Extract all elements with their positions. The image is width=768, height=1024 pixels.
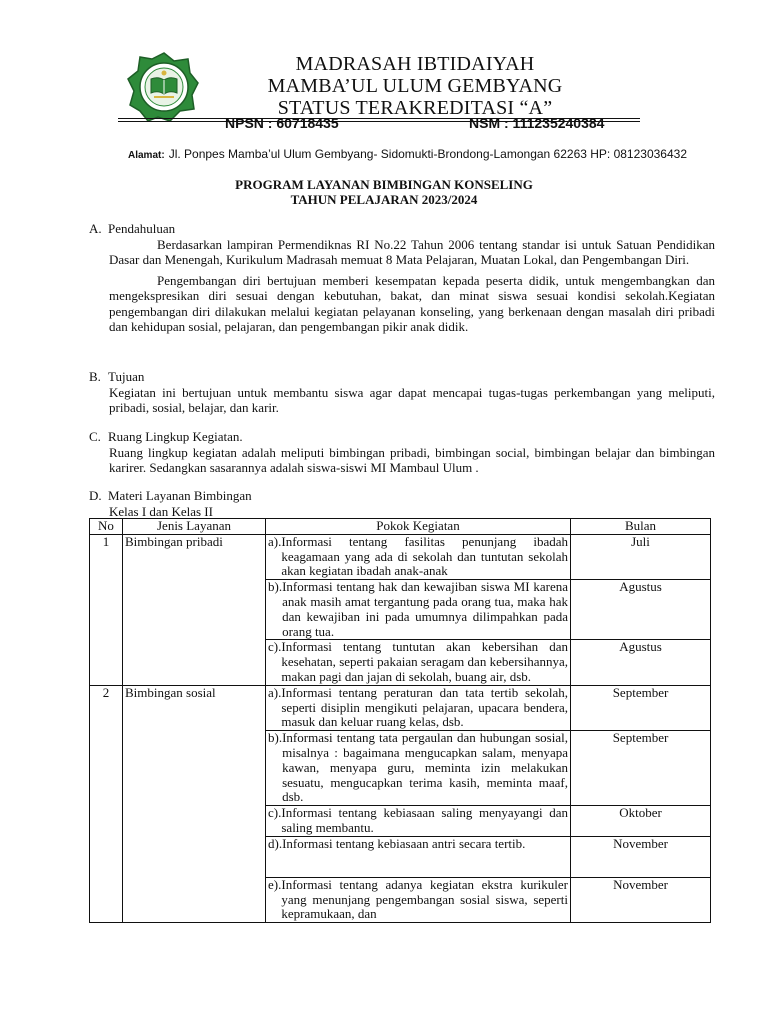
header-jenis-layanan: Jenis Layanan	[123, 519, 266, 535]
row-bulan: November	[571, 836, 711, 877]
header-no: No	[90, 519, 123, 535]
row-pokok-kegiatan	[266, 640, 571, 685]
item-text: Informasi tentang kebiasaan saling menyayangi dan saling membantu.	[281, 805, 568, 835]
section-tujuan	[89, 369, 715, 416]
school-type: MADRASAH IBTIDAIYAH	[295, 53, 535, 75]
row-pokok-kegiatan	[266, 534, 571, 579]
item-text: Informasi tentang tata pergaulan dan hubungan sosial, misalnya : bagaimana mengucapkan salam, menyapa kawan, menyapa guru, meminta izin melakukan sesuatu, mengucapkan terima kasih, meminta maaf, dsb.	[282, 730, 568, 805]
section-paragraph: Ruang lingkup kegiatan adalah meliputi bimbingan pribadi, bimbingan social, bimbingan belajar dan bimbingan karirer. Sedangkan sasarannya adalah siswa-siswi MI Mambaul Ulum .	[109, 444, 715, 475]
item-marker: b).	[268, 730, 283, 746]
row-jenis-layanan: Bimbingan sosial	[123, 685, 266, 922]
section-letter: C.	[89, 429, 101, 444]
header-bulan: Bulan	[571, 519, 711, 535]
document-subtitle: TAHUN PELAJARAN 2023/2024	[290, 192, 478, 207]
row-bulan: September	[571, 685, 711, 730]
row-bulan: November	[571, 877, 711, 922]
item-text: Informasi tentang peraturan dan tata tertib sekolah, seperti disiplin mengikuti pelajaran, upacara bendera, masuk dan keluar ruang kelas, dsb.	[281, 684, 568, 730]
row-bulan: Juli	[571, 534, 711, 579]
item-marker: a).	[268, 533, 282, 549]
header-pokok-kegiatan: Pokok Kegiatan	[266, 519, 571, 535]
item-text: Informasi tentang adanya kegiatan ekstra kurikuler yang menunjang pengembangan sosial siswa, seperti kepramukaan, dan	[281, 876, 568, 922]
item-marker: e).	[268, 876, 282, 892]
document-title: PROGRAM LAYANAN BIMBINGAN KONSELING	[235, 177, 533, 192]
nsm-number: NSM : 111235240384	[469, 115, 605, 131]
row-bulan: Agustus	[571, 640, 711, 685]
row-no: 1	[90, 534, 123, 685]
section-letter: A.	[89, 221, 102, 236]
item-marker: c).	[268, 805, 282, 821]
item-text: Informasi tentang hak dan kewajiban siswa MI karena anak masih amat tergantung pada orang tua, maka hak dan kewajiban ini pada umumnya dilimpahkan pada orang tua.	[282, 579, 568, 639]
item-marker: d).	[268, 835, 283, 851]
section-paragraph: Kegiatan ini bertujuan untuk membantu siswa agar dapat mencapai tugas-tugas perkembangan yang meliputi, pribadi, sosial, belajar, dan karir.	[109, 384, 715, 415]
table-row	[90, 534, 711, 579]
row-pokok-kegiatan	[266, 806, 571, 837]
section-pendahuluan	[89, 221, 715, 335]
item-marker: a).	[268, 684, 282, 700]
npsn-number: NPSN : 60718435	[225, 115, 339, 131]
row-jenis-layanan: Bimbingan pribadi	[123, 534, 266, 685]
section-heading: Ruang Lingkup Kegiatan.	[108, 429, 243, 444]
school-address	[128, 147, 687, 161]
materi-layanan-table	[89, 518, 711, 923]
section-ruang-lingkup	[89, 429, 715, 476]
section-paragraph: Berdasarkan lampiran Permendiknas RI No.22 Tahun 2006 tentang standar isi untuk Satuan Pendidikan Dasar dan Menengah, Kurikulum Madrasah memuat 8 Mata Pelajaran, Muatan Lokal, dan Pengembangan Diri.	[109, 236, 715, 267]
row-pokok-kegiatan	[266, 580, 571, 640]
address-text: Jl. Ponpes Mamba’ul Ulum Gembyang- Sidomukti-Brondong-Lamongan 62263 HP: 08123036432	[168, 147, 687, 161]
section-heading: Materi Layanan Bimbingan	[108, 488, 252, 503]
table-row	[90, 685, 711, 730]
item-text: Informasi tentang tuntutan akan kebersihan dan kesehatan, seperti pakaian seragam dan kebersihannya, makan pagi dan jajan di sekolah, buang air, dsb.	[281, 639, 568, 684]
address-label: Alamat:	[128, 150, 165, 161]
school-name: MAMBA’UL ULUM GEMBYANG	[267, 75, 563, 97]
item-text: Informasi tentang fasilitas penunjang ibadah keagamaan yang ada di sekolah dan tuntutan sekolah akan kegiatan ibadah anak-anak	[281, 533, 568, 579]
section-paragraph: Pengembangan diri bertujuan memberi kesempatan kepada peserta didik, untuk mengembangkan dan mengekspresikan diri sesuai dengan kebutuhan, bakat, dan minat siswa sesuai kondisi sekolah.Kegiatan pengembangan diri dilakukan melalui kegiatan pelayanan konseling, yang berkenaan dengan masalah diri pribadi dan kehidupan sosial, pelajaran, dan pengembangan pikir anak didik.	[109, 272, 715, 334]
item-text: Informasi tentang kebiasaan antri secara tertib.	[282, 835, 526, 851]
row-pokok-kegiatan	[266, 836, 571, 877]
section-letter: D.	[89, 488, 102, 503]
row-pokok-kegiatan	[266, 731, 571, 806]
accreditation-status: STATUS TERAKREDITASI “A”	[277, 97, 553, 119]
row-bulan: Oktober	[571, 806, 711, 837]
row-no: 2	[90, 685, 123, 922]
section-heading: Tujuan	[108, 369, 145, 384]
item-marker: c).	[268, 639, 282, 655]
section-materi	[89, 488, 715, 519]
item-marker: b).	[268, 579, 283, 595]
madrasah-book-logo-icon	[116, 52, 212, 122]
table-header-row	[90, 519, 711, 535]
section-letter: B.	[89, 369, 101, 384]
row-bulan: September	[571, 731, 711, 806]
row-pokok-kegiatan	[266, 685, 571, 730]
section-heading: Pendahuluan	[108, 221, 176, 236]
row-bulan: Agustus	[571, 580, 711, 640]
row-pokok-kegiatan	[266, 877, 571, 922]
section-subheading: Kelas I dan Kelas II	[109, 503, 213, 519]
